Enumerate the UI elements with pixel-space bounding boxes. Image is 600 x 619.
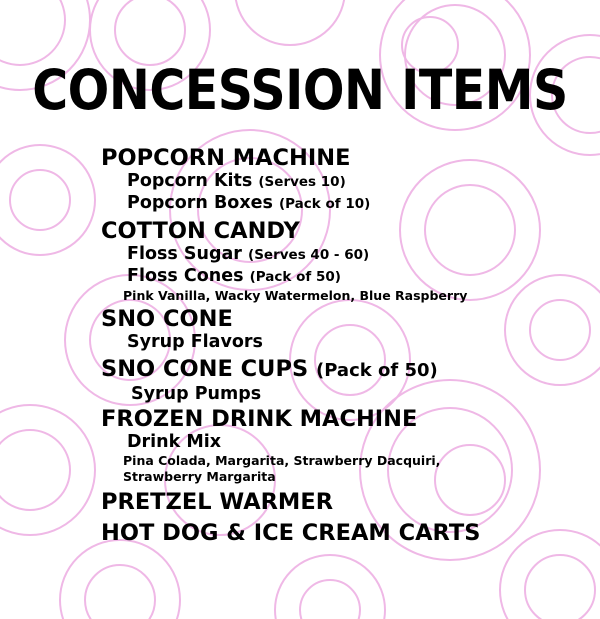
decorative-circle	[60, 540, 180, 619]
decorative-circle	[0, 405, 95, 535]
decorative-circle	[235, 0, 345, 45]
decorative-circle	[85, 565, 155, 619]
decorative-circle	[115, 0, 185, 65]
decorative-circle	[10, 170, 70, 230]
decorative-circle	[525, 555, 595, 619]
decorative-circle	[0, 0, 65, 65]
decorative-circle	[300, 580, 360, 619]
section-heading: SNO CONE	[101, 306, 233, 332]
list-item: Floss Sugar (Serves 40 - 60)	[127, 244, 370, 264]
list-item: Syrup Pumps	[131, 384, 262, 404]
list-item: Popcorn Boxes (Pack of 10)	[127, 193, 371, 213]
section-heading: HOT DOG & ICE CREAM CARTS	[101, 520, 481, 546]
section-heading: PRETZEL WARMER	[101, 489, 334, 515]
decorative-circle	[275, 555, 385, 619]
page-title: CONCESSION ITEMS	[32, 58, 568, 123]
section-heading: COTTON CANDY	[101, 218, 300, 244]
list-item: Drink Mix	[127, 432, 222, 452]
list-item: Floss Cones (Pack of 50)	[127, 266, 341, 286]
list-item: Syrup Flavors	[127, 332, 263, 352]
decorative-circle	[0, 145, 95, 255]
flavor-list: Strawberry Margarita	[123, 469, 276, 484]
concession-list	[101, 145, 591, 546]
section-heading: POPCORN MACHINE	[101, 145, 351, 171]
section-heading: FROZEN DRINK MACHINE	[101, 406, 418, 432]
decorative-circle	[0, 430, 70, 510]
flavor-list: Pina Colada, Margarita, Strawberry Dacquiri,	[123, 453, 441, 468]
section-heading: SNO CONE CUPS (Pack of 50)	[101, 356, 438, 382]
list-item: Popcorn Kits (Serves 10)	[127, 171, 346, 191]
flavor-list: Pink Vanilla, Wacky Watermelon, Blue Raspberry	[123, 288, 468, 303]
